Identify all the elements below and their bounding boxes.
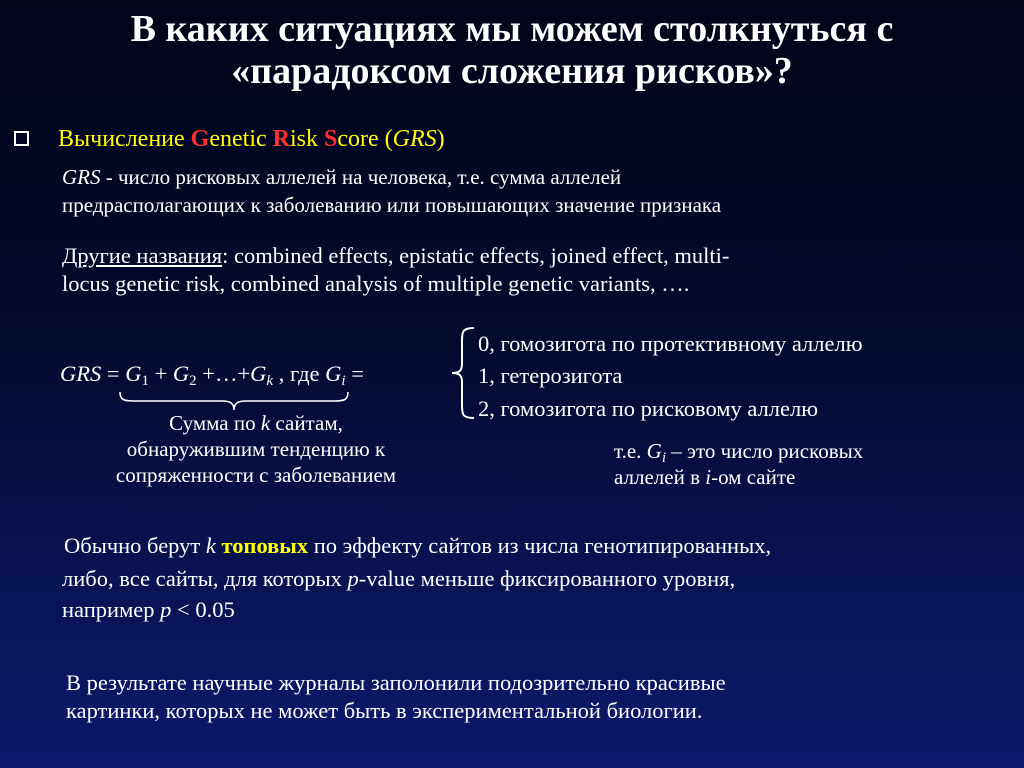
gi-note-line-2 bbox=[614, 464, 795, 490]
formula-dots: +…+ bbox=[196, 361, 251, 386]
gi-note-g: G bbox=[646, 439, 662, 463]
usually-line2-pre: либо, все сайты, для которых bbox=[62, 566, 348, 591]
gi-note-line2-i: i bbox=[705, 465, 712, 489]
usually-line2-post: -value меньше фиксированного уровня, bbox=[358, 566, 736, 591]
formula-lhs: GRS bbox=[60, 361, 102, 386]
sum-note-line-2: обнаружившим тенденцию к bbox=[126, 437, 386, 461]
result-line-2: картинки, которых не может быть в экспериментальной биологии. bbox=[66, 698, 703, 723]
result-line-1: В результате научные журналы заполонили подозрительно красивые bbox=[66, 670, 726, 695]
grs-formula bbox=[60, 360, 364, 388]
formula-g2: G bbox=[172, 361, 190, 386]
other-names-line-1 bbox=[62, 242, 729, 270]
sum-note-k: k bbox=[260, 411, 271, 435]
usually-line3-pre: например bbox=[62, 597, 161, 622]
usually-line-1 bbox=[64, 532, 771, 560]
bullet-g-rest: enetic bbox=[209, 126, 273, 152]
definition-line-2: предрасполагающих к заболеванию или повышающих значение признака bbox=[62, 193, 722, 217]
checkbox-bullet-icon bbox=[14, 131, 29, 146]
gi-note-line2-post: -ом сайте bbox=[711, 465, 796, 489]
usually-line2-p: p bbox=[347, 566, 359, 591]
usually-post: по эффекту сайтов из числа генотипированных, bbox=[308, 533, 772, 558]
gi-note-line2-pre: аллелей в bbox=[614, 465, 706, 489]
gi-note-pre: т.е. bbox=[614, 439, 647, 463]
formula-g1: G bbox=[125, 361, 142, 386]
formula-sub1: 1 bbox=[141, 373, 149, 389]
title-line-1: В каких ситуациях мы можем столкнуться с bbox=[130, 8, 894, 50]
usually-line-3 bbox=[62, 596, 235, 624]
other-names-line-2: locus genetic risk, combined analysis of multiple genetic variants, …. bbox=[62, 271, 690, 296]
formula-gk: G bbox=[250, 361, 267, 386]
formula-subk: k bbox=[266, 373, 274, 389]
gi-note-post: – это число рисковых bbox=[666, 439, 864, 463]
gi-note-sub: i bbox=[661, 450, 667, 466]
usually-line3-p: p bbox=[160, 597, 172, 622]
sum-underbrace-icon bbox=[118, 390, 350, 412]
formula-eq2: = bbox=[345, 361, 364, 386]
formula-sub2: 2 bbox=[189, 373, 197, 389]
bullet-close: ) bbox=[436, 126, 445, 152]
usually-pre: Обычно берут bbox=[64, 533, 206, 558]
sum-note-line-3: сопряженности с заболеванием bbox=[115, 463, 397, 487]
definition-text: - число рисковых аллелей на человека, т.е. сумма аллелей bbox=[100, 165, 622, 189]
case-0: 0, гомозигота по протективному аллелю bbox=[478, 331, 863, 356]
bullet-abbr: GRS bbox=[392, 126, 437, 152]
definition-line-1 bbox=[62, 164, 621, 190]
usually-k: k bbox=[205, 533, 216, 558]
sum-note-post: сайтам, bbox=[270, 411, 343, 435]
bullet-g-letter: G bbox=[190, 126, 210, 152]
case-1: 1, гетерозигота bbox=[478, 363, 623, 388]
bullet-r-letter: R bbox=[272, 126, 290, 152]
title-line-2: «парадоксом сложения рисков»? bbox=[231, 50, 793, 92]
sum-note-pre: Сумма по bbox=[169, 411, 261, 435]
formula-subi: i bbox=[341, 373, 346, 389]
bullet-s-rest: core ( bbox=[337, 126, 393, 152]
bullet-heading bbox=[58, 125, 445, 153]
sum-note bbox=[56, 410, 456, 488]
usually-line-2 bbox=[62, 565, 735, 593]
bullet-s-letter: S bbox=[324, 126, 338, 152]
formula-gi: G bbox=[325, 361, 342, 386]
sum-note-line-1 bbox=[56, 410, 456, 436]
usually-top: топовых bbox=[215, 533, 309, 558]
formula-where: , где bbox=[273, 361, 326, 386]
usually-line3-post: < 0.05 bbox=[171, 597, 235, 622]
gi-note-line-1 bbox=[614, 438, 863, 464]
definition-abbr: GRS bbox=[62, 165, 101, 189]
bullet-prefix: Вычисление bbox=[58, 126, 191, 152]
other-names-text: : combined effects, epistatic effects, joined effect, multi- bbox=[222, 243, 730, 268]
formula-eq: = bbox=[101, 361, 126, 386]
other-names-label: Другие названия bbox=[62, 243, 223, 268]
case-2: 2, гомозигота по рисковому аллелю bbox=[478, 396, 819, 421]
slide-title bbox=[0, 8, 1024, 92]
bullet-r-rest: isk bbox=[289, 126, 324, 152]
cases-brace-icon bbox=[448, 326, 478, 420]
formula-plus: + bbox=[148, 361, 173, 386]
